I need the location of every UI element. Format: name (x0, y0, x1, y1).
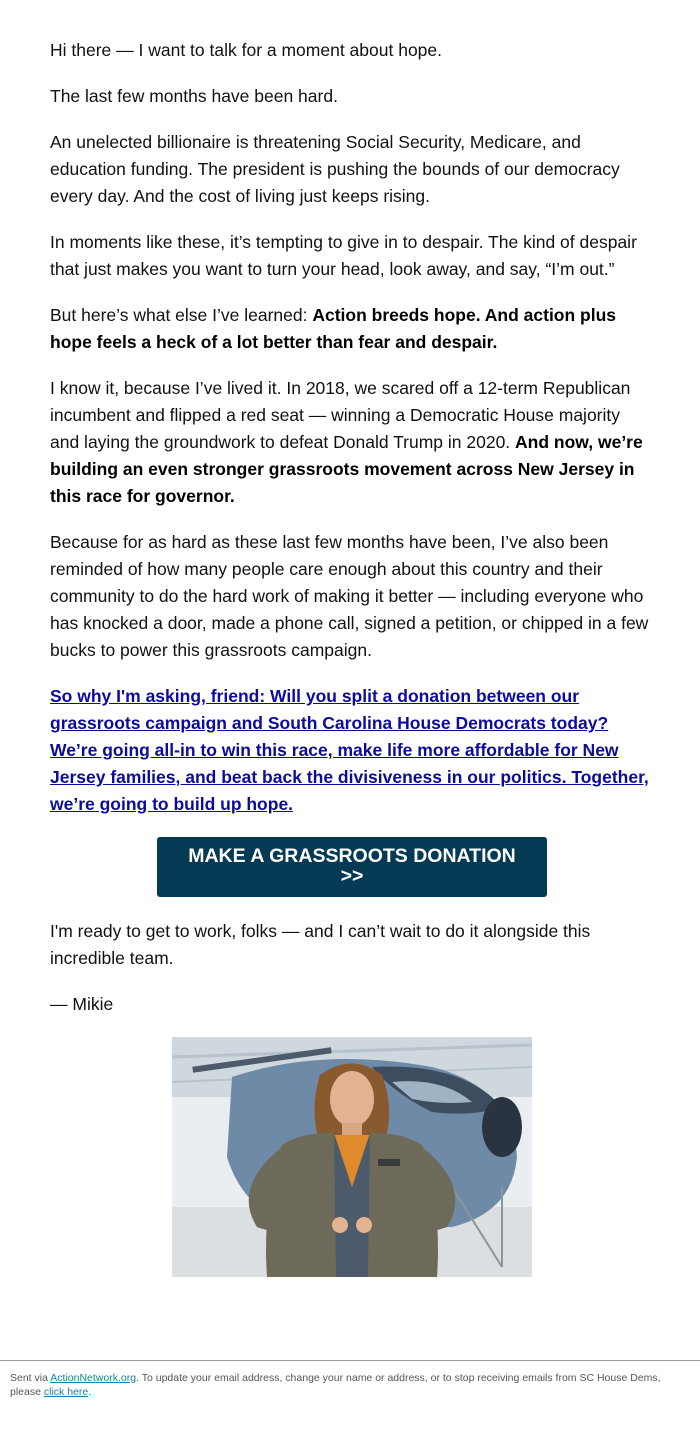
paragraph-ready: I'm ready to get to work, folks — and I can’t wait to do it alongside this incredible team. (50, 921, 591, 968)
footer-end: . (88, 1386, 92, 1398)
footer-divider (0, 1360, 700, 1361)
footer (10, 1371, 680, 1399)
cta-container (50, 837, 654, 897)
history-bold: And now, we’re building an even stronger grassroots movement across New Jersey in this race for governor. (50, 432, 643, 506)
action-hope-bold: Action breeds hope. And action plus hope feels a heck of a lot better than fear and despair. (50, 305, 617, 352)
paragraph-action-hope (50, 302, 654, 356)
signoff: — Mikie (50, 994, 114, 1014)
donation-ask-link[interactable]: So why I'm asking, friend: Will you split a donation between our grassroots campaign and South Carolina House Democrats today? We’re going all-in to win this race, make life more affordable for New Jersey families, and beat back the divisiveness in our politics. Together, we’re going to build up hope. (50, 686, 649, 814)
ask-paragraph (50, 683, 654, 818)
email-body (50, 37, 654, 1277)
paragraph-despair: In moments like these, it’s tempting to give in to despair. The kind of despair that just makes you want to turn your head, look away, and say, “I’m out.” (50, 232, 637, 279)
paragraph-hard-months: The last few months have been hard. (50, 86, 338, 106)
candidate-photo (172, 1037, 532, 1277)
footer-unsubscribe-text: . To update your email address, change your name or address, or to stop receiving emails from SC House Dems, please (10, 1372, 661, 1398)
paragraph-community: Because for as hard as these last few months have been, I’ve also been reminded of how many people care enough about this country and their community to do the hard work of making it better — including everyone who has knocked a door, made a phone call, signed a petition, or chipped in a few bucks to power this grassroots campaign. (50, 532, 649, 660)
donate-button-arrows: >> (340, 865, 364, 887)
paragraph-2018 (50, 375, 654, 510)
paragraph-threats: An unelected billionaire is threatening Social Security, Medicare, and education funding. The president is pushing the bounds of our democracy every day. And the cost of living just keeps rising. (50, 132, 620, 206)
action-network-link[interactable]: ActionNetwork.org (50, 1372, 137, 1384)
donate-button-label: MAKE A GRASSROOTS DONATION (188, 845, 516, 867)
history-lead: I know it, because I’ve lived it. In 2018, we scared off a 12-term Republican incumbent and flipped a red seat — winning a Democratic House majority and laying the groundwork to defeat Donald Trump in 2020. (50, 378, 631, 452)
unsubscribe-link[interactable]: click here (43, 1386, 89, 1398)
greeting-paragraph: Hi there — I want to talk for a moment about hope. (50, 40, 443, 60)
action-hope-lead: But here’s what else I’ve learned: (50, 305, 313, 325)
footer-sent-via: Sent via (10, 1372, 51, 1384)
donate-button[interactable] (157, 837, 547, 897)
